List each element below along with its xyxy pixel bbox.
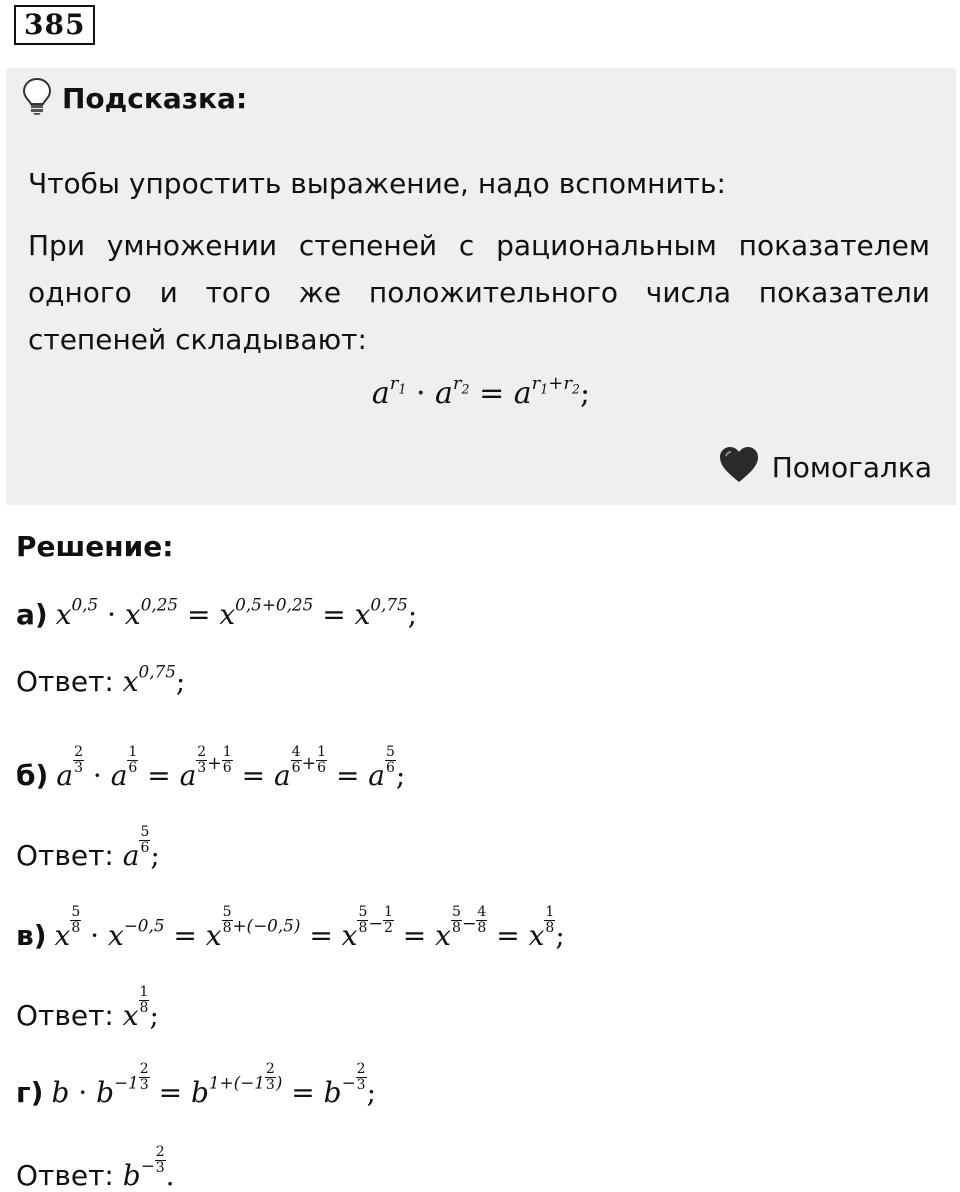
solution-part-d — [16, 1062, 376, 1109]
equation: x $\frac{5}{8}$ · $x^{-0,5} = x$ $\frac{5}{8}$ $^{+(-0,5)}$ = x $\frac{5}{8}$ − $\frac{1}{2}$ = x $\frac{5}{8}$ − $\frac{4}{8}$ = x $\frac{1}{8}$ ; — [54, 904, 565, 952]
heart-icon — [718, 446, 760, 488]
hint-title: Подсказка: — [62, 81, 248, 115]
hint-paragraph-1: Чтобы упростить выражение, надо вспомнить: — [28, 167, 726, 200]
exercise-number: 385 — [14, 5, 95, 45]
equation: $x^{0,5} \cdot x^{0,25} = x^{0,5+0,25} = x^{0,75}$; — [55, 594, 418, 631]
part-label: а) — [16, 598, 48, 631]
solution-part-a — [16, 594, 418, 631]
answer-b — [16, 825, 160, 872]
hint-panel — [6, 68, 956, 505]
brand-name: Помогалка — [771, 450, 932, 484]
part-label: в) — [16, 918, 47, 952]
part-label: б) — [16, 758, 49, 792]
answer-expression: $x^{0,75}$; — [122, 661, 186, 698]
answer-label: Ответ: — [16, 838, 114, 872]
answer-label: Ответ: — [16, 998, 114, 1032]
hint-formula: $a^{r_1} \cdot a^{r_2} = a^{r_1+r_2}$; — [371, 372, 591, 411]
part-label: г) — [16, 1075, 44, 1109]
answer-d — [16, 1145, 175, 1192]
answer-label: Ответ: — [16, 1158, 114, 1192]
answer-label: Ответ: — [16, 665, 114, 698]
equation: a $\frac{2}{3}$ · a $\frac{1}{6}$ = a $\frac{2}{3}$ + $\frac{1}{6}$ = a $\frac{4}{6}$ + $\frac{1}{6}$ = a $\frac{5}{6}$ ; — [56, 744, 406, 792]
answer-c — [16, 985, 159, 1032]
answer-expression: b− $\frac{2}{3}$ . — [122, 1144, 175, 1192]
answer-a — [16, 661, 186, 698]
hint-heading — [22, 76, 247, 120]
hint-paragraph-2: При умножении степеней с рациональным показателем одного и того же положительного числа показатели степеней складывают: — [28, 229, 930, 356]
answer-expression: a $\frac{5}{6}$ ; — [122, 824, 160, 872]
solution-part-b — [16, 745, 405, 792]
solution-title: Решение: — [16, 530, 174, 563]
solution-part-c — [16, 905, 565, 952]
brand — [718, 446, 932, 488]
lightbulb-icon — [22, 76, 52, 120]
equation: $b \cdot b^{-1}$ $\frac{2}{3}$ = $b^{1+(-1}$ $\frac{2}{3}$ ) = b− $\frac{2}{3}$ ; — [51, 1061, 377, 1109]
answer-expression: x $\frac{1}{8}$ ; — [122, 984, 159, 1032]
